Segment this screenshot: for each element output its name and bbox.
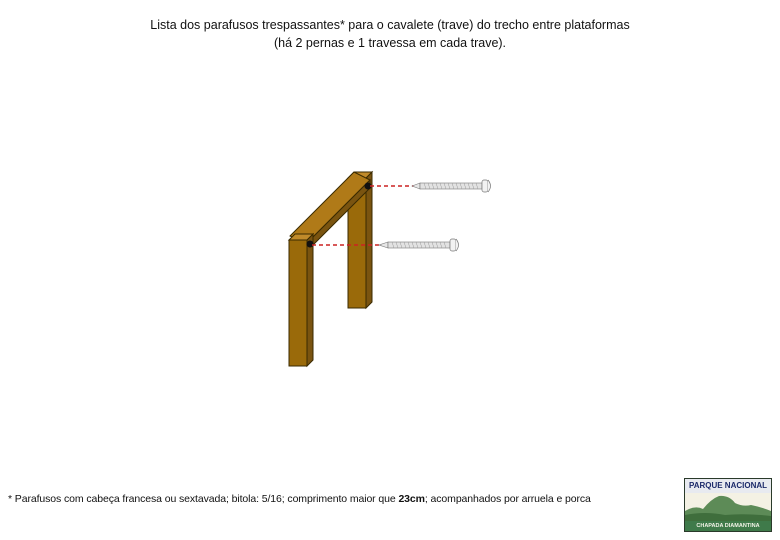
footnote-suffix: ; acompanhados por arruela e porca (424, 493, 591, 505)
front-leg (289, 234, 313, 366)
footnote-prefix: * Parafusos com cabeça francesa ou sextavada; bitola: 5/16; comprimento maior que (8, 493, 399, 505)
mountain-icon (685, 493, 771, 521)
bolt-icon (379, 239, 459, 251)
footnote (8, 493, 591, 505)
bolt-hole-icon (307, 241, 314, 248)
logo-bottom-text: CHAPADA DIAMANTINA (685, 521, 771, 531)
park-logo (684, 478, 772, 532)
logo-top-text: PARQUE NACIONAL (685, 479, 771, 493)
footnote-length: 23cm (398, 493, 425, 505)
title-line-2: (há 2 pernas e 1 travessa em cada trave). (273, 36, 507, 50)
bolt-icon (412, 180, 491, 192)
title-line-1: Lista dos parafusos trespassantes* para o cavalete (trave) do trecho entre plataformas (150, 18, 630, 32)
